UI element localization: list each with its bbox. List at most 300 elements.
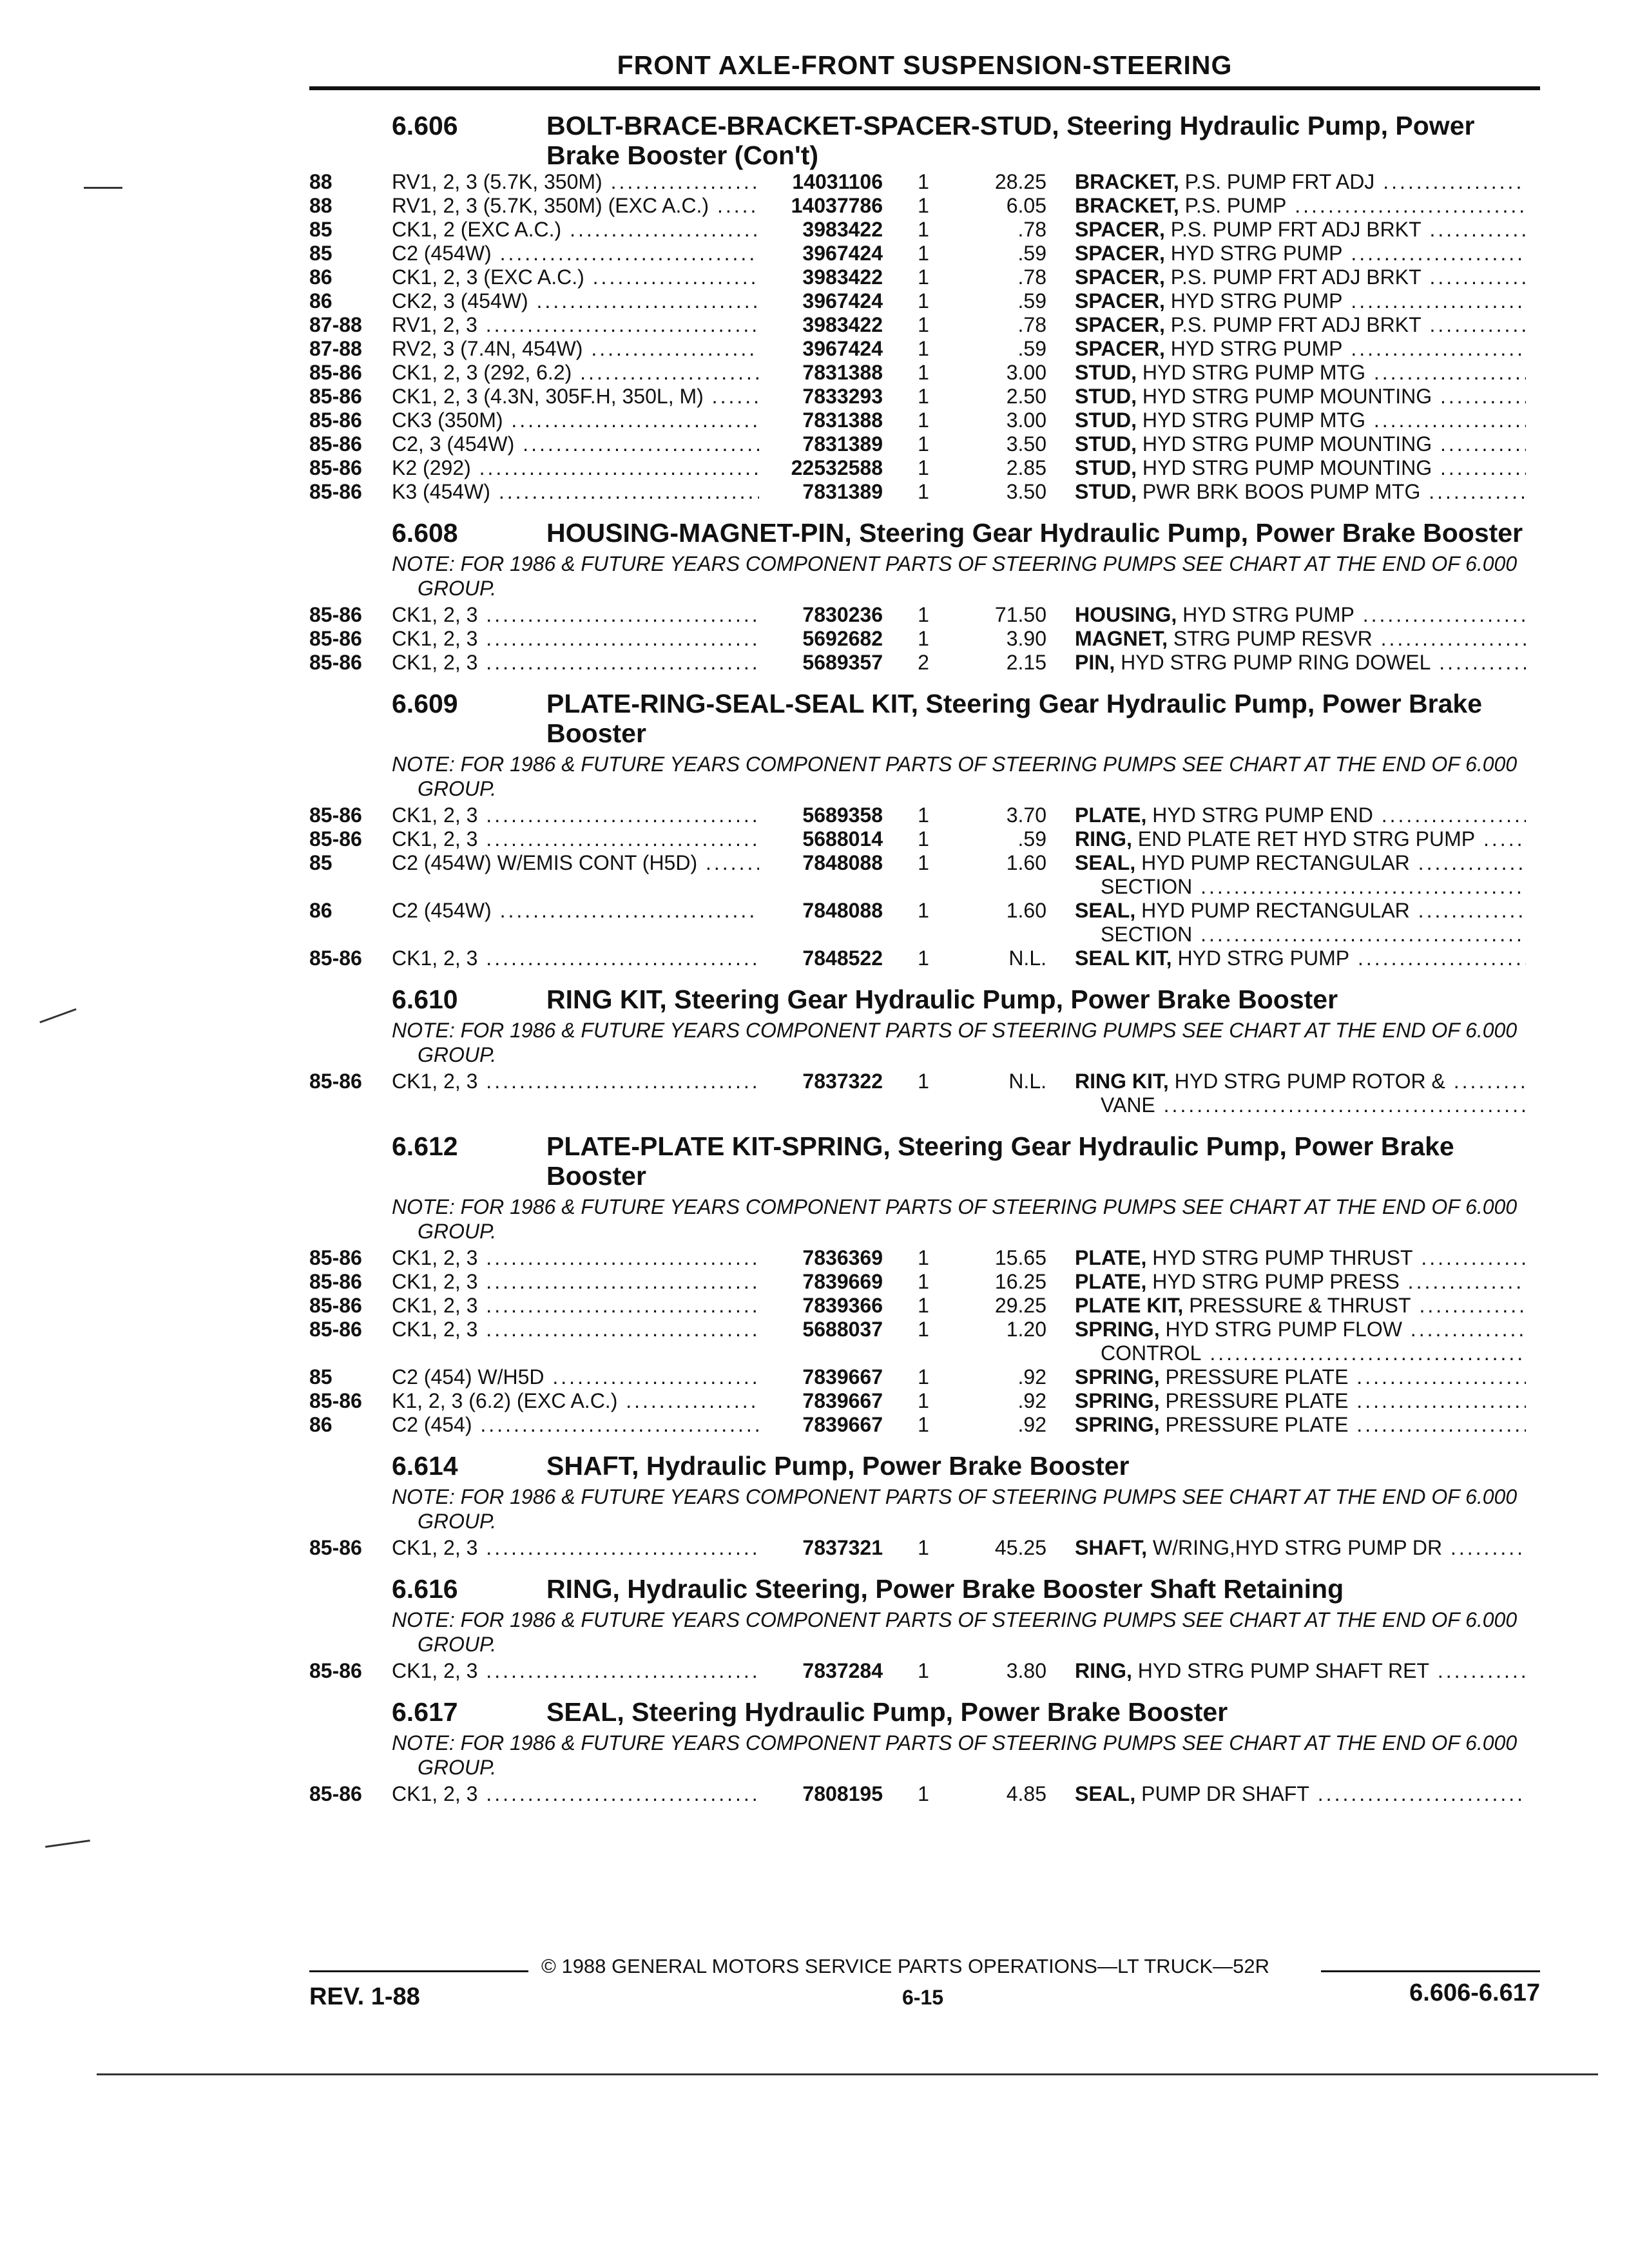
part-description (1062, 851, 1526, 899)
page-header (309, 50, 1540, 91)
description-noun: MAGNET, (1075, 627, 1168, 650)
footer-rule-left (309, 1970, 528, 1972)
part-description (1062, 1413, 1526, 1437)
model-year: 85 (309, 218, 333, 241)
description-detail: PWR BRK BOOS PUMP MTG (1137, 480, 1421, 503)
part-row (309, 1270, 1547, 1294)
section-heading (392, 985, 1547, 1014)
price: 29.25 (994, 1294, 1046, 1317)
description-line (1075, 456, 1526, 480)
description-detail: P.S. PUMP FRT ADJ BRKT (1164, 265, 1422, 289)
description-noun: SEAL KIT, (1075, 947, 1172, 970)
model-year: 85-86 (309, 480, 362, 503)
model-year: 85-86 (309, 1270, 362, 1293)
description-noun: SPACER, (1075, 289, 1165, 312)
description-detail: HYD STRG PUMP (1177, 603, 1354, 626)
part-description (1062, 1246, 1526, 1270)
price: 3.00 (1006, 361, 1046, 384)
section (309, 985, 1547, 1117)
model-application (392, 947, 759, 970)
description-detail: HYD STRG PUMP MTG (1137, 408, 1365, 432)
description-detail: HYD STRG PUMP MOUNTING (1137, 432, 1432, 456)
part-row (309, 480, 1547, 504)
section-note: NOTE: FOR 1986 & FUTURE YEARS COMPONENT PARTS OF STEERING PUMPS SEE CHART AT THE END OF 6.000 GROUP. (392, 552, 1518, 600)
model-application (392, 408, 759, 432)
model-application (392, 1270, 759, 1294)
part-description (1062, 603, 1526, 627)
model-application (392, 480, 759, 504)
description-noun: BRACKET, (1075, 194, 1179, 217)
description-noun: STUD, (1075, 432, 1137, 456)
description-line (1075, 1294, 1526, 1318)
model-year: 87-88 (309, 337, 362, 360)
part-number: 3983422 (802, 313, 883, 336)
description-noun: RING, (1075, 1659, 1132, 1682)
quantity: 1 (918, 1782, 929, 1805)
model-application (392, 361, 759, 385)
page-number: 6-15 (902, 1986, 944, 2009)
page-footer (309, 1946, 1540, 2023)
part-description (1062, 1536, 1526, 1560)
description-line (1075, 1246, 1526, 1270)
section-title: RING, Hydraulic Steering, Power Brake Booster Shaft Retaining (546, 1574, 1344, 1604)
part-number: 7831388 (802, 361, 883, 384)
part-description (1062, 1294, 1526, 1318)
description-detail: HYD PUMP RECTANGULAR (1135, 851, 1410, 874)
description-line (1075, 432, 1526, 456)
model-text: CK1, 2, 3 (392, 803, 478, 827)
description-noun: SEAL, (1075, 899, 1136, 922)
description-detail: P.S. PUMP FRT ADJ (1179, 170, 1375, 193)
price: 6.05 (1006, 194, 1046, 217)
description-detail: PRESSURE PLATE (1159, 1365, 1349, 1389)
section-number: 6.616 (392, 1574, 458, 1604)
description-line (1075, 313, 1526, 337)
part-number: 7839667 (802, 1365, 883, 1389)
description-detail: W/RING,HYD STRG PUMP DR (1147, 1536, 1443, 1559)
section-heading (392, 518, 1547, 548)
part-description (1062, 1318, 1526, 1365)
quantity: 1 (918, 1413, 929, 1436)
description-detail: P.S. PUMP (1179, 194, 1287, 217)
description-noun: SPACER, (1075, 242, 1165, 265)
part-description (1062, 385, 1526, 408)
price: .92 (1017, 1365, 1046, 1389)
part-description (1062, 242, 1526, 265)
price: .59 (1017, 242, 1046, 265)
description-noun: STUD, (1075, 408, 1137, 432)
description-detail: PRESSURE & THRUST (1183, 1294, 1411, 1317)
part-description (1062, 803, 1526, 827)
part-number: 7836369 (802, 1246, 883, 1269)
price: 16.25 (994, 1270, 1046, 1293)
model-text: C2 (454W) (392, 242, 492, 265)
model-application (392, 627, 759, 651)
model-text: CK1, 2, 3 (EXC A.C.) (392, 265, 584, 289)
quantity: 1 (918, 851, 929, 874)
part-number: 7833293 (802, 385, 883, 408)
header-rule (309, 86, 1540, 90)
quantity: 1 (918, 432, 929, 456)
part-description (1062, 1782, 1526, 1806)
description-detail: HYD STRG PUMP FLOW (1159, 1318, 1402, 1341)
section (309, 111, 1547, 504)
part-row (309, 803, 1547, 827)
part-description (1062, 194, 1526, 218)
section-number: 6.608 (392, 518, 458, 548)
description-noun: SPRING, (1075, 1389, 1160, 1412)
margin-mark (39, 1008, 76, 1023)
section-number: 6.610 (392, 985, 458, 1014)
section-title: BOLT-BRACE-BRACKET-SPACER-STUD, Steering Hydraulic Pump, Power Brake Booster (Con't) (546, 111, 1475, 170)
model-year: 88 (309, 170, 333, 193)
part-row (309, 194, 1547, 218)
description-detail: HYD STRG PUMP (1164, 242, 1343, 265)
quantity: 1 (918, 1659, 929, 1682)
price: 71.50 (994, 603, 1046, 626)
section (309, 689, 1547, 970)
part-number: 22532588 (791, 456, 883, 479)
model-text: CK1, 2, 3 (4.3N, 305F.H, 350L, M) (392, 385, 704, 408)
part-row (309, 289, 1547, 313)
description-detail: P.S. PUMP FRT ADJ BRKT (1164, 313, 1422, 336)
part-description (1062, 337, 1526, 361)
model-year: 85-86 (309, 1782, 362, 1805)
part-number: 7808195 (802, 1782, 883, 1805)
section-title: SHAFT, Hydraulic Pump, Power Brake Booster (546, 1451, 1130, 1481)
part-number: 7848088 (802, 899, 883, 922)
model-year: 88 (309, 194, 333, 217)
description-line (1075, 1389, 1526, 1413)
model-year: 85-86 (309, 603, 362, 626)
model-application (392, 170, 759, 194)
model-application (392, 1782, 759, 1806)
part-description (1062, 627, 1526, 651)
part-number: 7831388 (802, 408, 883, 432)
quantity: 1 (918, 1389, 929, 1412)
section (309, 1451, 1547, 1560)
part-description (1062, 1070, 1526, 1117)
quantity: 1 (918, 1536, 929, 1559)
model-application (392, 265, 759, 289)
part-description (1062, 947, 1526, 970)
model-year: 85-86 (309, 827, 362, 850)
part-number: 7839669 (802, 1270, 883, 1293)
model-text: RV1, 2, 3 (392, 313, 477, 336)
description-detail: PRESSURE PLATE (1159, 1389, 1349, 1412)
description-line (1075, 194, 1526, 218)
part-number: 5689357 (802, 651, 883, 674)
quantity: 1 (918, 218, 929, 241)
model-text: CK1, 2, 3 (292, 6.2) (392, 361, 572, 384)
description-line (1075, 899, 1526, 923)
model-application (392, 1246, 759, 1270)
part-number: 7830236 (802, 603, 883, 626)
model-text: K3 (454W) (392, 480, 490, 503)
section-title: PLATE-RING-SEAL-SEAL KIT, Steering Gear Hydraulic Pump, Power Brake Booster (546, 689, 1483, 748)
part-row (309, 265, 1547, 289)
part-row (309, 1070, 1547, 1117)
part-row (309, 313, 1547, 337)
description-line (1075, 603, 1526, 627)
part-row (309, 627, 1547, 651)
part-description (1062, 313, 1526, 337)
section-number: 6.609 (392, 689, 458, 718)
part-row (309, 1413, 1547, 1437)
description-noun: HOUSING, (1075, 603, 1177, 626)
model-year: 85-86 (309, 385, 362, 408)
price: .92 (1017, 1389, 1046, 1412)
price: 45.25 (994, 1536, 1046, 1559)
model-application (392, 337, 759, 361)
section-note: NOTE: FOR 1986 & FUTURE YEARS COMPONENT PARTS OF STEERING PUMPS SEE CHART AT THE END OF 6.000 GROUP. (392, 753, 1518, 800)
part-row (309, 603, 1547, 627)
part-number: 7831389 (802, 432, 883, 456)
part-description (1062, 1659, 1526, 1683)
description-line (1075, 947, 1526, 970)
description-detail: PRESSURE PLATE (1159, 1413, 1349, 1436)
description-noun: SPACER, (1075, 265, 1165, 289)
quantity: 1 (918, 603, 929, 626)
price: 3.70 (1006, 803, 1046, 827)
model-application (392, 1365, 759, 1389)
model-text: K2 (292) (392, 456, 471, 479)
part-row (309, 1365, 1547, 1389)
model-text: CK1, 2, 3 (392, 1294, 478, 1317)
model-text: CK1, 2, 3 (392, 1070, 478, 1093)
description-noun: PLATE, (1075, 1270, 1147, 1293)
part-number: 5692682 (802, 627, 883, 650)
quantity: 1 (918, 1270, 929, 1293)
description-line (1075, 385, 1526, 408)
description-continuation (1101, 923, 1526, 947)
model-text: CK1, 2, 3 (392, 1536, 478, 1559)
quantity: 1 (918, 408, 929, 432)
part-number: 7839667 (802, 1389, 883, 1412)
part-row (309, 432, 1547, 456)
quantity: 1 (918, 385, 929, 408)
quantity: 1 (918, 827, 929, 850)
model-text: CK1, 2, 3 (392, 1318, 478, 1341)
description-continuation-text: CONTROL (1101, 1341, 1202, 1365)
description-noun: BRACKET, (1075, 170, 1179, 193)
price: .78 (1017, 218, 1046, 241)
description-line (1075, 337, 1526, 361)
model-year: 85-86 (309, 651, 362, 674)
quantity: 1 (918, 337, 929, 360)
model-text: CK1, 2, 3 (392, 1246, 478, 1269)
price: 2.85 (1006, 456, 1046, 479)
description-line (1075, 361, 1526, 385)
description-line (1075, 170, 1526, 194)
section-note: NOTE: FOR 1986 & FUTURE YEARS COMPONENT PARTS OF STEERING PUMPS SEE CHART AT THE END OF 6.000 GROUP. (392, 1731, 1518, 1779)
model-text: C2, 3 (454W) (392, 432, 515, 456)
part-description (1062, 432, 1526, 456)
model-text: RV1, 2, 3 (5.7K, 350M) (EXC A.C.) (392, 194, 709, 217)
model-year: 85-86 (309, 947, 362, 970)
description-noun: SPRING, (1075, 1318, 1160, 1341)
model-year: 85-86 (309, 1294, 362, 1317)
model-text: CK2, 3 (454W) (392, 289, 528, 312)
section-title: RING KIT, Steering Gear Hydraulic Pump, Power Brake Booster (546, 985, 1338, 1014)
model-text: RV1, 2, 3 (5.7K, 350M) (392, 170, 602, 193)
section-note: NOTE: FOR 1986 & FUTURE YEARS COMPONENT PARTS OF STEERING PUMPS SEE CHART AT THE END OF 6.000 GROUP. (392, 1608, 1518, 1656)
part-description (1062, 899, 1526, 947)
part-row (309, 1318, 1547, 1365)
section-range: 6.606-6.617 (1409, 1979, 1540, 2006)
margin-mark (84, 187, 122, 189)
parts-list (309, 111, 1547, 1820)
price: 1.20 (1006, 1318, 1046, 1341)
model-application (392, 803, 759, 827)
description-continuation-text: SECTION (1101, 923, 1193, 946)
model-application (392, 851, 759, 875)
model-application (392, 1070, 759, 1093)
page-title: FRONT AXLE-FRONT SUSPENSION-STEERING (617, 50, 1233, 80)
part-description (1062, 289, 1526, 313)
model-year: 85-86 (309, 627, 362, 650)
quantity: 1 (918, 242, 929, 265)
description-noun: RING KIT, (1075, 1070, 1169, 1093)
section-number: 6.614 (392, 1451, 458, 1481)
bottom-rule (97, 2073, 1598, 2075)
price: .78 (1017, 313, 1046, 336)
description-noun: SPACER, (1075, 218, 1165, 241)
part-number: 3967424 (802, 242, 883, 265)
section (309, 1697, 1547, 1806)
quantity: 1 (918, 170, 929, 193)
model-year: 85-86 (309, 361, 362, 384)
model-text: CK1, 2, 3 (392, 827, 478, 850)
description-detail: HYD STRG PUMP PRESS (1146, 1270, 1400, 1293)
model-application (392, 289, 759, 313)
model-application (392, 603, 759, 627)
description-line (1075, 1070, 1526, 1093)
part-number: 7848522 (802, 947, 883, 970)
model-year: 85 (309, 1365, 333, 1389)
part-description (1062, 361, 1526, 385)
part-number: 5688037 (802, 1318, 883, 1341)
model-application (392, 1413, 759, 1437)
description-noun: SPRING, (1075, 1413, 1160, 1436)
model-application (392, 1318, 759, 1341)
description-noun: PLATE, (1075, 803, 1147, 827)
model-year: 86 (309, 289, 333, 312)
price: N.L. (1008, 1070, 1046, 1093)
description-detail: HYD STRG PUMP (1164, 289, 1343, 312)
model-application (392, 1389, 759, 1413)
part-description (1062, 1389, 1526, 1413)
model-application (392, 899, 759, 923)
copyright-line: © 1988 GENERAL MOTORS SERVICE PARTS OPERATIONS—LT TRUCK—52R (541, 1955, 1269, 1977)
description-noun: SPRING, (1075, 1365, 1160, 1389)
description-noun: SPACER, (1075, 313, 1165, 336)
part-row (309, 1389, 1547, 1413)
model-application (392, 194, 759, 218)
part-number: 5689358 (802, 803, 883, 827)
description-detail: STRG PUMP RESVR (1168, 627, 1373, 650)
quantity: 1 (918, 456, 929, 479)
section-title: SEAL, Steering Hydraulic Pump, Power Brake Booster (546, 1697, 1228, 1727)
description-detail: PUMP DR SHAFT (1135, 1782, 1309, 1805)
description-line (1075, 1659, 1526, 1683)
model-text: C2 (454) (392, 1413, 472, 1436)
model-application (392, 827, 759, 851)
model-text: CK1, 2, 3 (392, 651, 478, 674)
description-continuation (1101, 1093, 1526, 1117)
description-line (1075, 1413, 1526, 1437)
model-application (392, 1536, 759, 1560)
model-text: C2 (454W) (392, 899, 492, 922)
price: 3.50 (1006, 480, 1046, 503)
model-text: CK1, 2, 3 (392, 947, 478, 970)
description-detail: HYD STRG PUMP ROTOR & (1168, 1070, 1445, 1093)
description-line (1075, 1365, 1526, 1389)
section-number: 6.612 (392, 1131, 458, 1161)
model-text: C2 (454W) W/EMIS CONT (H5D) (392, 851, 698, 874)
price: .78 (1017, 265, 1046, 289)
description-line (1075, 480, 1526, 504)
quantity: 1 (918, 289, 929, 312)
model-text: CK1, 2, 3 (392, 627, 478, 650)
part-description (1062, 1270, 1526, 1294)
price: .59 (1017, 337, 1046, 360)
description-detail: HYD STRG PUMP (1164, 337, 1343, 360)
quantity: 1 (918, 1318, 929, 1341)
section-heading (392, 1451, 1547, 1481)
description-detail: HYD STRG PUMP MOUNTING (1137, 385, 1432, 408)
part-number: 7837321 (802, 1536, 883, 1559)
description-detail: HYD STRG PUMP RING DOWEL (1115, 651, 1431, 674)
section-heading (392, 111, 1547, 170)
model-text: CK3 (350M) (392, 408, 503, 432)
description-continuation (1101, 1341, 1526, 1365)
quantity: 1 (918, 1365, 929, 1389)
description-line (1075, 851, 1526, 875)
model-year: 85-86 (309, 432, 362, 456)
price: .59 (1017, 289, 1046, 312)
part-description (1062, 265, 1526, 289)
model-year: 87-88 (309, 313, 362, 336)
price: 3.00 (1006, 408, 1046, 432)
part-row (309, 242, 1547, 265)
description-noun: RING, (1075, 827, 1132, 850)
quantity: 1 (918, 947, 929, 970)
model-application (392, 651, 759, 675)
description-line (1075, 242, 1526, 265)
model-application (392, 1659, 759, 1683)
section (309, 518, 1547, 675)
quantity: 1 (918, 194, 929, 217)
model-text: CK1, 2, 3 (392, 1659, 478, 1682)
model-application (392, 385, 759, 408)
description-line (1075, 218, 1526, 242)
description-noun: STUD, (1075, 361, 1137, 384)
description-continuation-text: SECTION (1101, 875, 1193, 898)
part-row (309, 947, 1547, 970)
part-number: 7837322 (802, 1070, 883, 1093)
revision-label: REV. 1-88 (309, 1983, 420, 2010)
part-number: 3967424 (802, 289, 883, 312)
part-row (309, 408, 1547, 432)
part-number: 7839667 (802, 1413, 883, 1436)
part-description (1062, 408, 1526, 432)
quantity: 1 (918, 803, 929, 827)
quantity: 1 (918, 480, 929, 503)
description-line (1075, 1318, 1526, 1341)
part-description (1062, 1365, 1526, 1389)
description-line (1075, 627, 1526, 651)
